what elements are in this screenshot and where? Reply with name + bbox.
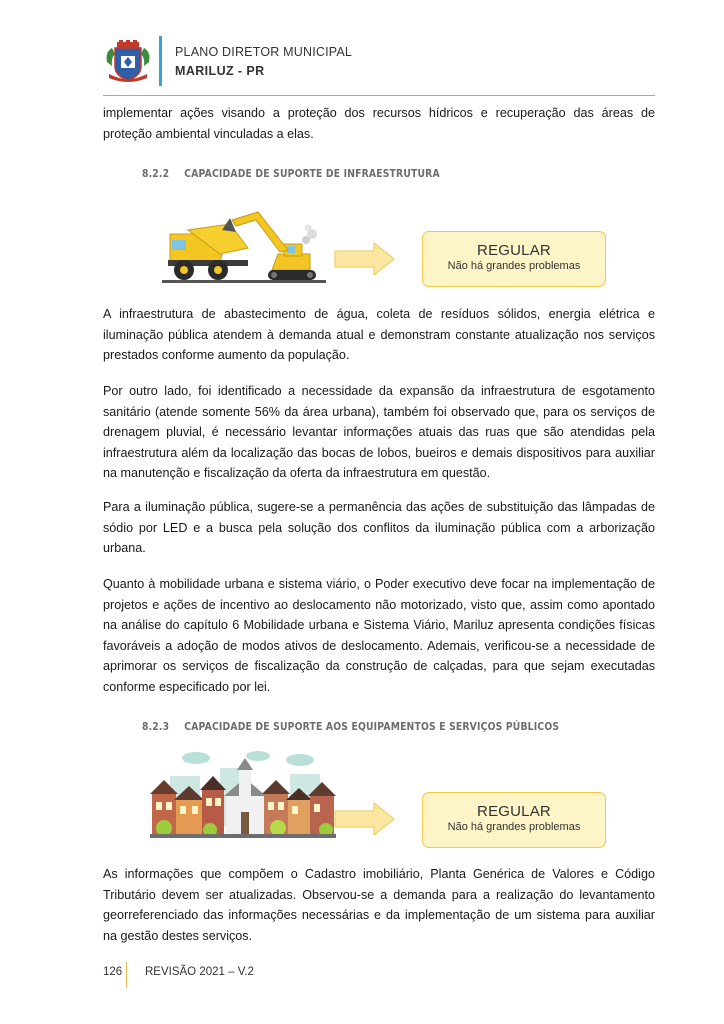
town-buildings-icon — [150, 748, 336, 844]
header-accent-bar — [159, 36, 162, 86]
rating-badge-infraestrutura — [422, 231, 606, 287]
section-heading-infraestrutura — [142, 168, 440, 180]
page-number: 126 — [103, 966, 123, 978]
rating-label: REGULAR — [477, 242, 551, 259]
footer-divider — [126, 962, 127, 988]
section-title: CAPACIDADE DE SUPORTE AOS EQUIPAMENTOS E SERVIÇOS PÚBLICOS — [184, 721, 560, 733]
page-header — [103, 36, 655, 96]
municipality-name: MARILUZ - PR — [175, 64, 265, 78]
document-title: PLANO DIRETOR MUNICIPAL — [175, 45, 353, 59]
equip-paragraph-1: As informações que compõem o Cadastro imobiliário, Planta Genérica de Valores e Código Tributário devem ser atualizadas. Observou-se a demanda para a realização do levantamento georreferenciado das informações necessárias e da implementação de um sistema para auxiliar na gestão destes serviços. — [103, 867, 655, 943]
infra-paragraph-2: Por outro lado, foi identificado a necessidade da expansão da infraestrutura de esgotamento sanitário (atende somente 56% da área urbana), também foi observado que, para os serviços de drenagem pluvial, é necessário levantar informações atuais das ruas que são atendidas pela infraestrutura além da localização das bocas de lobos, bueiros e demais dispositivos para auxiliar na manutenção e fiscalização da oferta da infraestrutura em questão. — [103, 384, 655, 481]
intro-paragraph: implementar ações visando a proteção dos recursos hídricos e recuperação das áreas de proteção ambiental vinculadas a elas. — [103, 106, 655, 141]
infra-paragraph-1: A infraestrutura de abastecimento de água, coleta de resíduos sólidos, energia elétrica e iluminação pública atendem à demanda atual e demonstram constante atualização nos serviços prestados conforme aumento da população. — [103, 307, 655, 363]
infra-paragraph-3: Para a iluminação pública, sugere-se a permanência das ações de substituição das lâmpadas de sódio por LED e a busca pela solução dos conflitos da iluminação pública com a arborização urbana. — [103, 500, 655, 556]
section-heading-equipamentos — [142, 721, 559, 733]
infra-paragraph-4: Quanto à mobilidade urbana e sistema viário, o Poder executivo deve focar na implementação de projetos e ações de incentivo ao deslocamento não motorizado, visto que, assim como apontado na análise do capítulo 6 Mobilidade urbana e Sistema Viário, Mariluz apresenta condições físicas favoráveis a adoção de modos ativos de deslocamento. Ademais, verificou-se a necessidade de aprimorar os serviços de fiscalização da construção de calçadas, para que sejam executadas conforme especificado por lei. — [103, 577, 655, 694]
section-number: 8.2.2 — [142, 168, 170, 180]
municipal-crest-icon — [103, 40, 153, 84]
revision-label: REVISÃO 2021 – V.2 — [145, 966, 254, 978]
construction-vehicles-icon — [160, 206, 328, 286]
rating-label: REGULAR — [477, 803, 551, 820]
section-number: 8.2.3 — [142, 721, 170, 733]
header-divider — [103, 95, 655, 96]
rating-description: Não há grandes problemas — [447, 821, 581, 833]
rating-badge-equipamentos — [422, 792, 606, 848]
arrow-right-icon — [334, 241, 396, 277]
arrow-right-icon — [334, 801, 396, 837]
section-title: CAPACIDADE DE SUPORTE DE INFRAESTRUTURA — [184, 168, 440, 180]
rating-description: Não há grandes problemas — [447, 260, 581, 272]
